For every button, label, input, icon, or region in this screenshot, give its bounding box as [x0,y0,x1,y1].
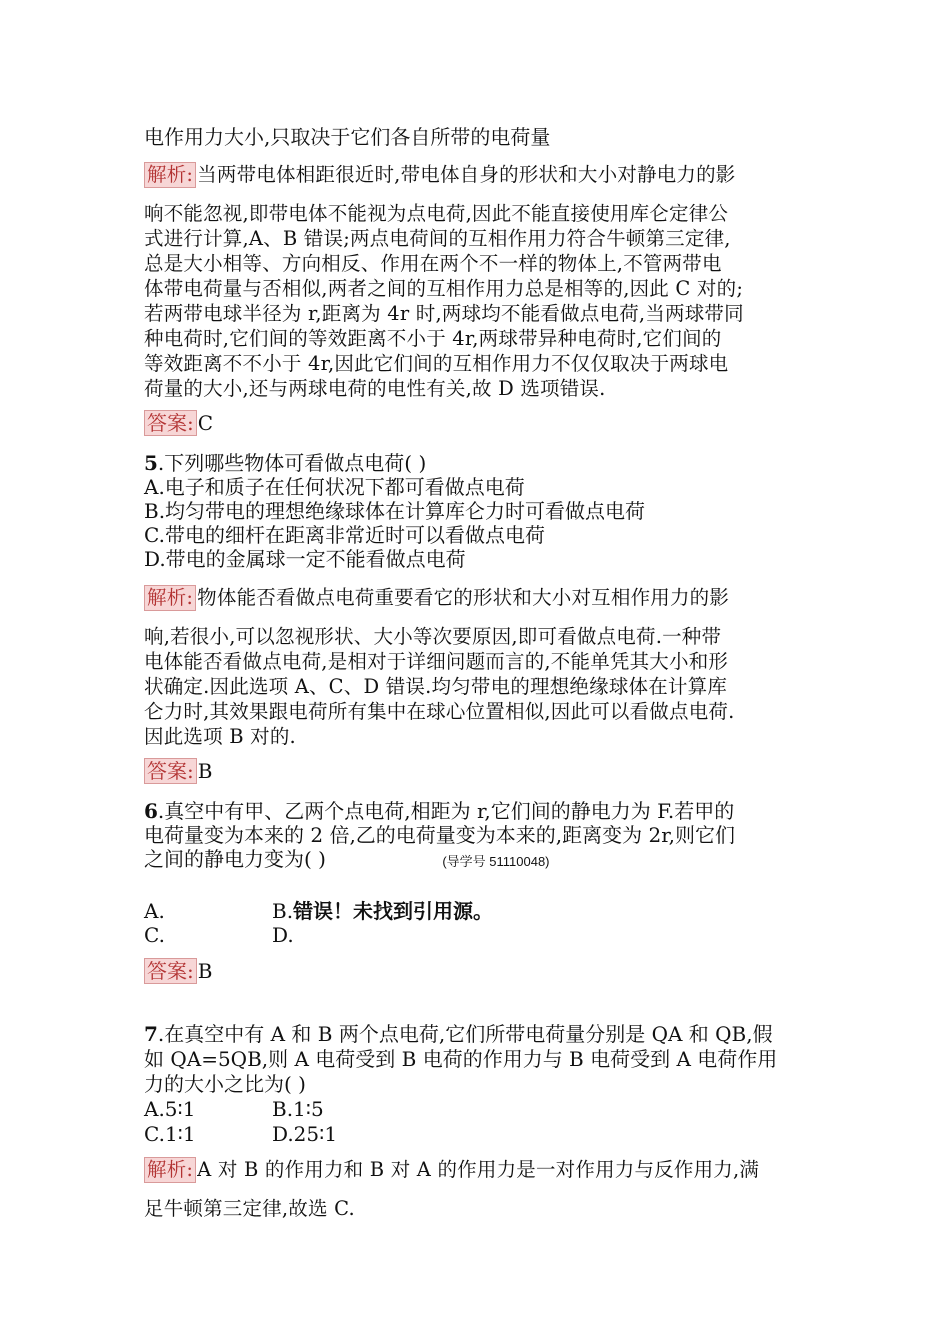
q6-option-d: D. [272,923,294,947]
guide-number: (导学号 51110048) [442,854,550,869]
analysis-tag: 解析: [144,585,196,611]
q4-analysis-line: 荷量的大小,还与两球电荷的电性有关,故 D 选项错误. [144,377,606,400]
q5-option-a: A.电子和质子在任何状况下都可看做点电荷 [144,475,525,499]
q6-option-a: A. [144,899,165,923]
q5-analysis-line: 响,若很小,可以忽视形状、大小等次要原因,即可看做点电荷.一种带 [144,625,722,648]
q4-analysis-line: 总是大小相等、方向相反、作用在两个不一样的物体上,不管两带电 [144,252,722,275]
analysis-tag: 解析: [144,162,196,188]
q4-analysis-line: 响不能忽视,即带电体不能视为点电荷,因此不能直接使用库仑定律公 [144,202,729,225]
q4-analysis-line: 等效距离不不小于 4r,因此它们间的互相作用力不仅仅取决于两球电 [144,352,729,375]
q5-analysis-line: 因此选项 B 对的. [144,725,296,748]
q4-tail-text: 电作用力大小,只取决于它们各自所带的电荷量 [144,125,551,149]
answer-tag: 答案: [144,410,197,436]
q6-stem-line: 6.真空中有甲、乙两个点电荷,相距为 r,它们间的静电力为 F.若甲的 [144,799,735,823]
q5-option-c: C.带电的细杆在距离非常近时可以看做点电荷 [144,523,545,547]
q5-stem: 5.下列哪些物体可看做点电荷( ) [144,451,427,475]
q4-analysis-line: 体带电荷量与否相似,两者之间的互相作用力总是相等的,因此 C 对的; [144,277,744,300]
answer-tag: 答案: [144,758,197,784]
q7-analysis-line: 足牛顿第三定律,故选 C. [144,1197,355,1220]
q5-analysis-line: 电体能否看做点电荷,是相对于详细问题而言的,不能单凭其大小和形 [144,650,729,673]
q7-analysis-line: 解析: A 对 B 的作用力和 B 对 A 的作用力是一对作用力与反作用力,满 [144,1157,759,1183]
q7-option-a: A.5∶1 [144,1097,196,1121]
q6-option-b: B.错误！未找到引用源。 [272,899,494,923]
q5-analysis-line: 解析: 物体能否看做点电荷重要看它的形状和大小对互相作用力的影 [144,585,729,611]
q4-analysis-line: 若两带电球半径为 r,距离为 4r 时,两球均不能看做点电荷,当两球带同 [144,302,744,325]
q6-answer: 答案: B [144,958,212,984]
q5-analysis-line: 状确定.因此选项 A、C、D 错误.均匀带电的理想绝缘球体在计算库 [144,675,728,698]
q4-answer: 答案: C [144,410,213,436]
q5-analysis-line: 仑力时,其效果跟电荷所有集中在球心位置相似,因此可以看做点电荷. [144,700,735,723]
q7-stem-line: 如 QA=5QB,则 A 电荷受到 B 电荷的作用力与 B 电荷受到 A 电荷作用 [144,1047,778,1071]
q5-answer: 答案: B [144,758,212,784]
analysis-tag: 解析: [144,1157,196,1183]
q6-option-c: C. [144,923,165,947]
q6-stem-line: 电荷量变为本来的 2 倍,乙的电荷量变为本来的,距离变为 2r,则它们 [144,823,735,847]
answer-tag: 答案: [144,958,197,984]
q4-analysis-line: 种电荷时,它们间的等效距离不小于 4r,两球带异种电荷时,它们间的 [144,327,722,350]
q7-option-d: D.25∶1 [272,1122,338,1146]
q7-option-c: C.1∶1 [144,1122,196,1146]
q5-option-d: D.带电的金属球一定不能看做点电荷 [144,547,466,571]
q6-stem-line: 之间的静电力变为( ) (导学号 51110048) [144,847,550,871]
q7-stem-line: 力的大小之比为( ) [144,1072,306,1096]
q5-option-b: B.均匀带电的理想绝缘球体在计算库仑力时可看做点电荷 [144,499,646,523]
q7-stem-line: 7.在真空中有 A 和 B 两个点电荷,它们所带电荷量分别是 QA 和 QB,假 [144,1022,773,1046]
q4-analysis-line: 解析: 当两带电体相距很近时,带电体自身的形状和大小对静电力的影 [144,162,735,188]
q4-analysis-line: 式进行计算,A、B 错误;两点电荷间的互相作用力符合牛顿第三定律, [144,227,731,250]
q7-option-b: B.1∶5 [272,1097,324,1121]
reference-error: 错误！未找到引用源。 [293,899,494,923]
